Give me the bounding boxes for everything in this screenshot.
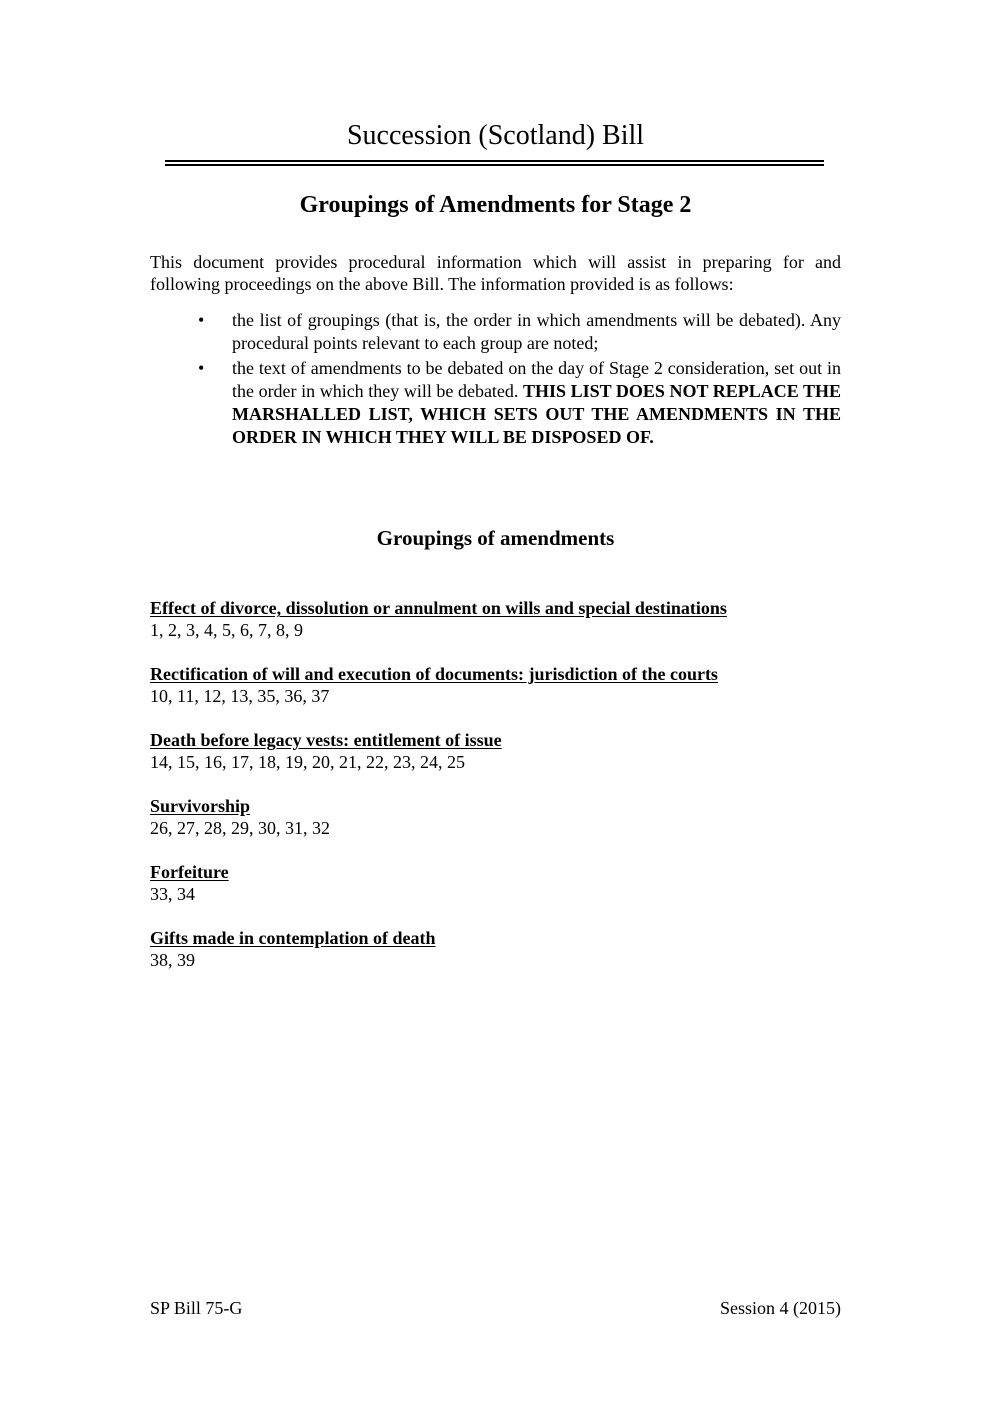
- intro-bullet-list: [150, 309, 841, 451]
- bullet-icon: •: [198, 358, 205, 378]
- group-title: Effect of divorce, dissolution or annulment on wills and special destinations: [150, 598, 727, 618]
- group-title: Survivorship: [150, 796, 251, 816]
- footer-session: Session 4 (2015): [720, 1298, 841, 1318]
- group-item: [150, 598, 841, 664]
- group-title: Death before legacy vests: entitlement of issue: [150, 730, 502, 750]
- group-item: [150, 730, 841, 796]
- group-title: Rectification of will and execution of documents: jurisdiction of the courts: [150, 664, 718, 684]
- groupings-heading: Groupings of amendments: [376, 526, 615, 550]
- group-amendments: 1, 2, 3, 4, 5, 6, 7, 8, 9: [150, 620, 303, 640]
- group-title: Gifts made in contemplation of death: [150, 928, 436, 948]
- groupings-list: [150, 598, 841, 994]
- intro-section: [150, 251, 841, 295]
- bullet-item: [150, 309, 841, 355]
- bullet-item: [150, 357, 841, 449]
- double-rule-divider: [165, 160, 824, 166]
- bullet-text: the list of groupings (that is, the order in which amendments will be debated). Any procedural points relevant to each group are noted;: [232, 310, 841, 353]
- document-heading: Groupings of Amendments for Stage 2: [299, 192, 692, 218]
- group-title: Forfeiture: [150, 862, 229, 882]
- intro-paragraph: This document provides procedural information which will assist in preparing for and following proceedings on the above Bill. The information provided is as follows:: [150, 252, 841, 294]
- bill-title: Succession (Scotland) Bill: [346, 120, 645, 151]
- bullet-bold-notice: THIS LIST DOES NOT REPLACE THE MARSHALLED LIST, WHICH SETS OUT THE AMENDMENTS IN THE ORDER IN WHICH THEY WILL BE DISPOSED OF.: [232, 381, 841, 447]
- group-item: [150, 796, 841, 862]
- group-amendments: 33, 34: [150, 884, 195, 904]
- bullet-text: the text of amendments to be debated on the day of Stage 2 consideration, set out in the order in which they will be debated.: [232, 358, 841, 401]
- group-item: [150, 928, 841, 994]
- group-amendments: 10, 11, 12, 13, 35, 36, 37: [150, 686, 330, 706]
- group-amendments: 14, 15, 16, 17, 18, 19, 20, 21, 22, 23, 24, 25: [150, 752, 465, 772]
- group-amendments: 38, 39: [150, 950, 195, 970]
- footer-bill-reference: SP Bill 75-G: [150, 1298, 243, 1318]
- group-item: [150, 862, 841, 928]
- group-amendments: 26, 27, 28, 29, 30, 31, 32: [150, 818, 330, 838]
- group-item: [150, 664, 841, 730]
- bullet-icon: •: [198, 310, 205, 330]
